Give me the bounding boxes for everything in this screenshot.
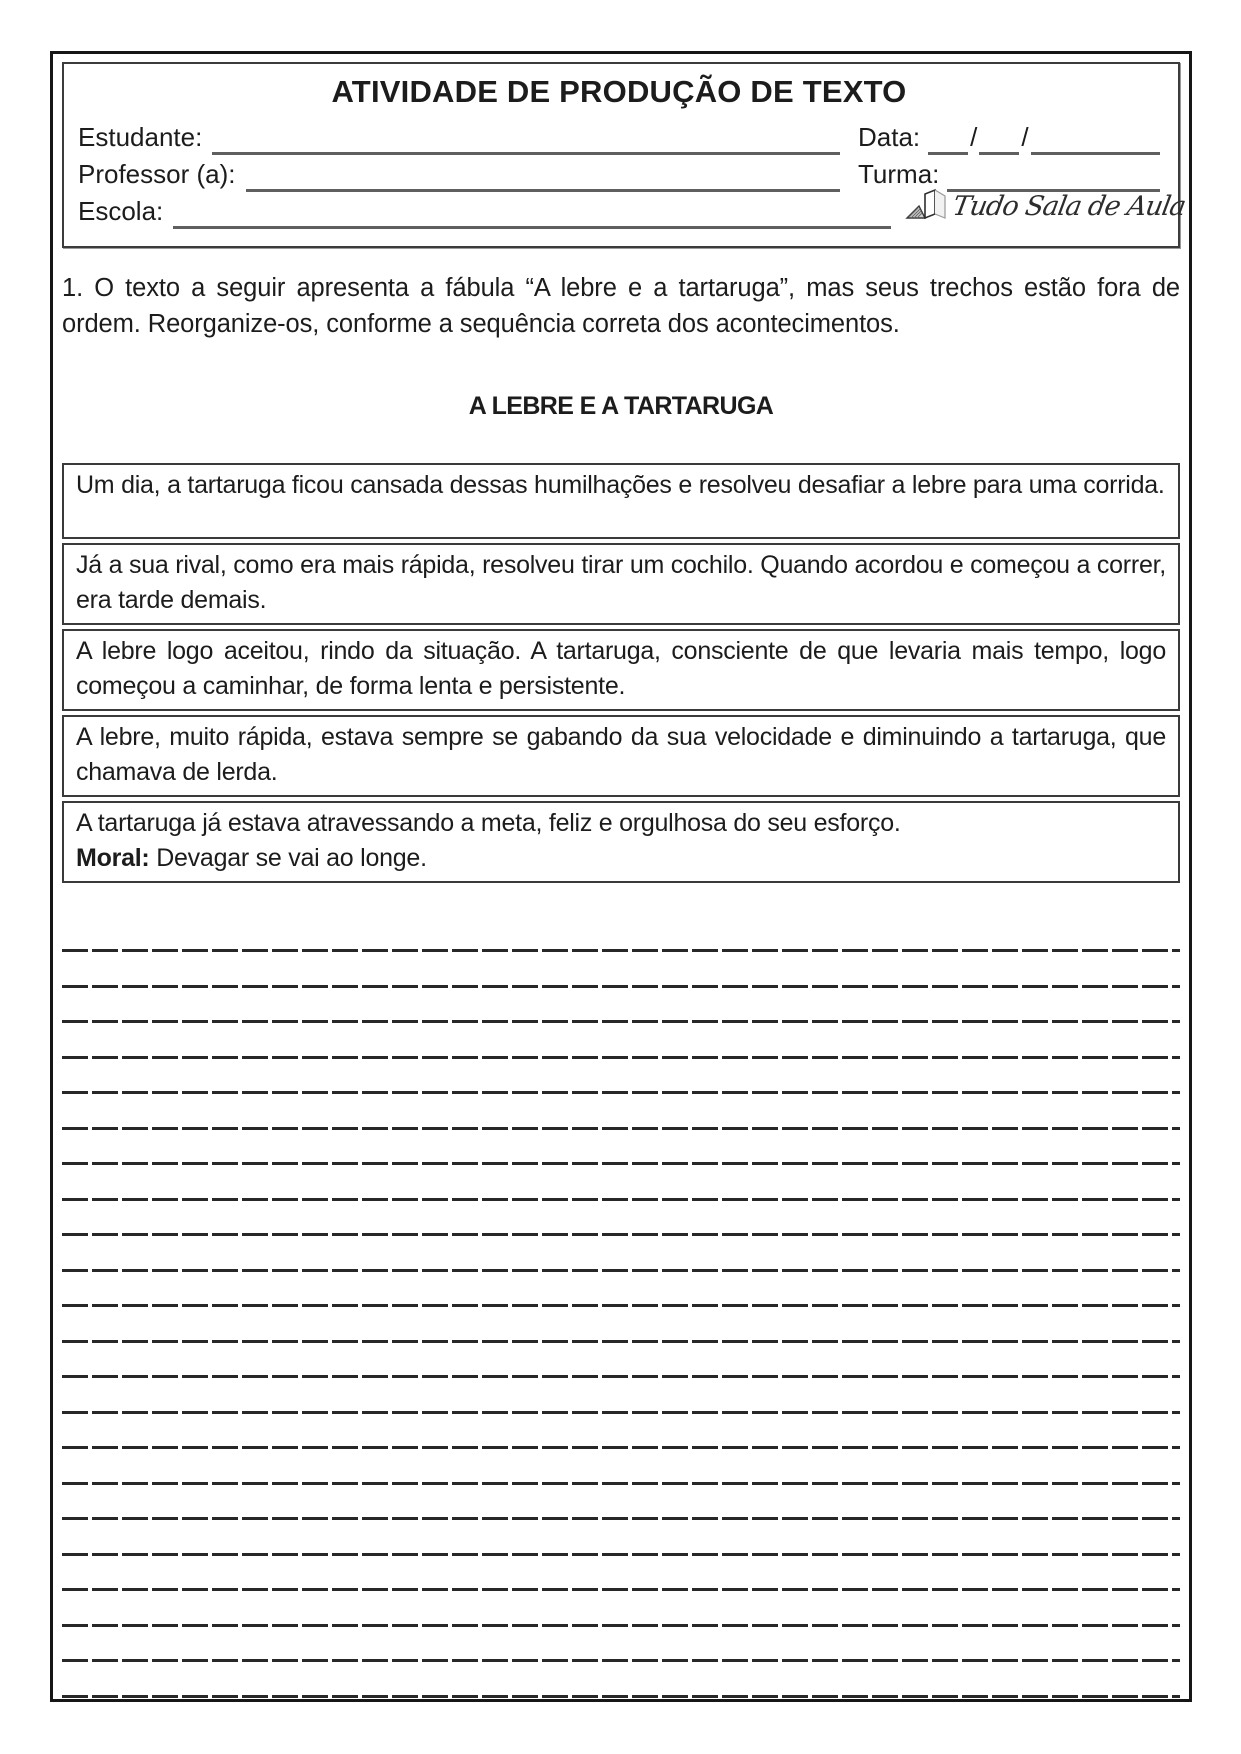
question-number: 1.	[62, 274, 84, 302]
segment-text: Já a sua rival, como era mais rápida, resolveu tirar um cochilo. Quando acordou e começou a correr, era tarde demais.	[76, 551, 1166, 614]
writing-line[interactable]	[62, 949, 1180, 952]
writing-line[interactable]	[62, 1127, 1180, 1130]
writing-area	[62, 949, 1180, 1698]
class-label: Turma:	[858, 159, 940, 189]
writing-line[interactable]	[62, 1517, 1180, 1520]
brand-logo	[905, 183, 1188, 229]
student-blank-field[interactable]	[212, 131, 840, 155]
writing-line[interactable]	[62, 1446, 1180, 1449]
fable-segment-box	[62, 543, 1180, 625]
date-group	[858, 122, 1160, 155]
brand-logo-text: Tudo Sala de Aula	[950, 190, 1188, 222]
segment-text: A lebre logo aceitou, rindo da situação. A tartaruga, consciente de que levaria mais tempo, logo começou a caminhar, de forma lenta e persistente.	[76, 637, 1166, 700]
segment-text: A lebre, muito rápida, estava sempre se gabando da sua velocidade e diminuindo a tartaruga, que chamava de lerda.	[76, 723, 1166, 786]
writing-line[interactable]	[62, 1553, 1180, 1556]
fable-segment-box	[62, 801, 1180, 883]
fable-segment-box	[62, 715, 1180, 797]
writing-line[interactable]	[62, 1411, 1180, 1414]
date-year-blank-field[interactable]	[1031, 131, 1160, 155]
date-label: Data:	[858, 122, 921, 152]
segment-text: A tartaruga já estava atravessando a meta, feliz e orgulhosa do seu esforço.	[76, 809, 901, 837]
header-box	[62, 62, 1188, 248]
writing-line[interactable]	[62, 1162, 1180, 1165]
open-book-icon	[905, 188, 949, 224]
writing-line[interactable]	[62, 1233, 1180, 1236]
teacher-label: Professor (a):	[78, 159, 236, 189]
fable-title: A LEBRE E A TARTARUGA	[468, 392, 774, 420]
worksheet-title: ATIVIDADE DE PRODUÇÃO DE TEXTO	[331, 74, 907, 109]
writing-line[interactable]	[62, 1020, 1180, 1023]
writing-line[interactable]	[62, 1304, 1180, 1307]
writing-line[interactable]	[62, 1340, 1180, 1343]
moral-text: Devagar se vai ao longe.	[156, 844, 427, 872]
date-slash: /	[970, 122, 978, 152]
writing-line[interactable]	[62, 1091, 1180, 1094]
fable-segments	[62, 463, 1180, 883]
segment-text: Um dia, a tartaruga ficou cansada dessas humilhações e resolveu desafiar a lebre para uma corrida.	[76, 471, 1165, 499]
writing-line[interactable]	[62, 1056, 1180, 1059]
question-body: O texto a seguir apresenta a fábula “A lebre e a tartaruga”, mas seus trechos estão fora de ordem. Reorganize-os, conforme a sequência correta dos acontecimentos.	[62, 274, 1180, 338]
student-row	[78, 118, 1160, 155]
school-row	[78, 190, 1188, 229]
writing-line[interactable]	[62, 1624, 1180, 1627]
writing-line[interactable]	[62, 1695, 1180, 1698]
fable-segment-box	[62, 629, 1180, 711]
segment-moral-line	[76, 841, 1166, 876]
school-blank-field[interactable]	[173, 205, 891, 229]
writing-line[interactable]	[62, 1659, 1180, 1662]
date-day-blank-field[interactable]	[928, 131, 968, 155]
writing-line[interactable]	[62, 1588, 1180, 1591]
moral-label: Moral:	[76, 844, 150, 872]
student-label: Estudante:	[78, 122, 203, 152]
date-slash: /	[1021, 122, 1029, 152]
page-frame	[50, 51, 1192, 1702]
fable-segment-box	[62, 463, 1180, 539]
writing-line[interactable]	[62, 1269, 1180, 1272]
question-text	[62, 270, 1180, 342]
writing-line[interactable]	[62, 1198, 1180, 1201]
writing-line[interactable]	[62, 985, 1180, 988]
writing-line[interactable]	[62, 1375, 1180, 1378]
date-month-blank-field[interactable]	[979, 131, 1019, 155]
teacher-blank-field[interactable]	[246, 168, 841, 192]
writing-line[interactable]	[62, 1482, 1180, 1485]
school-label: Escola:	[78, 196, 164, 226]
